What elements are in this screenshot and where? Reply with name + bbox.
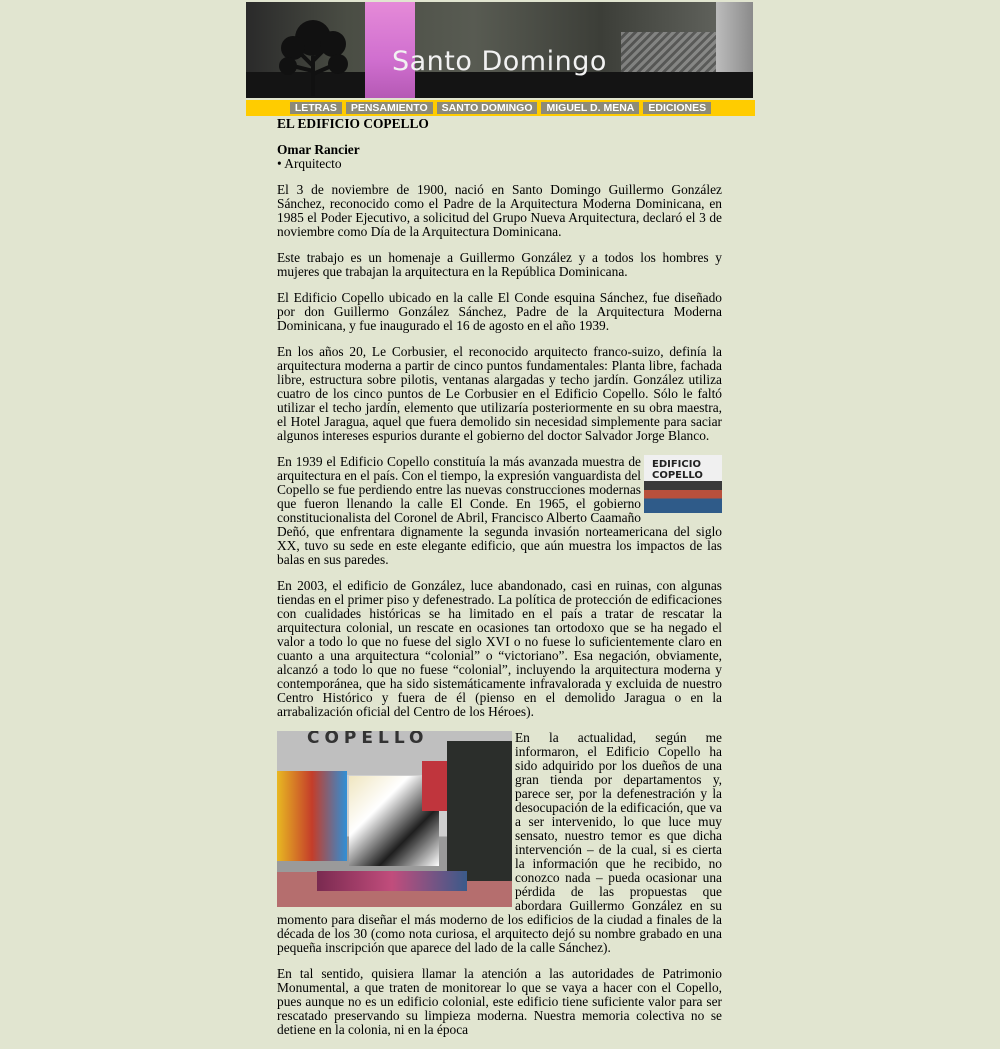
paragraph-6: En 2003, el edificio de González, luce abandonado, casi en ruinas, con algunas tiendas en el primer piso y defenestrado. La política de protección de edificaciones con cualidades históricas se ha limitado en el país a tratar de rescatar la arquitectura colonial, un rescate en ocasiones tan ortodoxo que se ha negado el valor a todo lo que no fuese del siglo XVI o no fuese lo suficientemente claro en cuanto a una arquitectura “colonial” o “victoriano”. Esa negación, obviamente, alcanzó a todo lo que no fuese “colonial”, incluyendo la arquitectura moderna y contemporánea, que ha sido sistemáticamente infravalorada y excluida de nuestro Centro Histórico y fuera de él (pienso en el demolido Jaragua o en la arrabalización oficial del Centro de los Héroes). xyxy=(277,578,722,719)
copello-street-art-photo xyxy=(277,731,512,907)
copello-sign-photo xyxy=(644,455,722,513)
nav-ediciones[interactable]: EDICIONES xyxy=(643,102,711,114)
nav-miguel-d-mena[interactable]: MIGUEL D. MENA xyxy=(541,102,639,114)
photo-tree-shadow xyxy=(447,741,512,881)
article-author: Omar Rancier xyxy=(277,142,360,157)
article-author-role: • Arquitecto xyxy=(277,156,342,171)
photo-rug xyxy=(317,871,467,891)
nav-santo-domingo[interactable]: SANTO DOMINGO xyxy=(437,102,538,114)
nav-pensamiento[interactable]: PENSAMIENTO xyxy=(346,102,433,114)
photo-building-sign: COPELLO xyxy=(307,731,429,748)
article-heading: EL EDIFICIO COPELLO xyxy=(277,116,429,131)
tree-silhouette-icon xyxy=(268,16,358,96)
photo-sign-text: EDIFICIO COPELLO xyxy=(652,459,703,481)
photo-painting-1 xyxy=(277,771,347,861)
banner-pillar-photo xyxy=(716,2,753,72)
nav-letras[interactable]: LETRAS xyxy=(290,102,342,114)
paragraph-8: En tal sentido, quisiera llamar la atención a las autoridades de Patrimonio Monumental, a que traten de monitorear lo que se vaya a hacer con el Copello, pues aunque no es un edificio colonial, este edificio tiene suficiente valor para ser rescatado preservando su limpieza moderna. Nuestra memoria colectiva no se detiene en la colonia, ni en la época xyxy=(277,966,722,1037)
paragraph-1: El 3 de noviembre de 1900, nació en Santo Domingo Guillermo González Sánchez, reconocido como el Padre de la Arquitectura Moderna Dominicana, en 1985 el Poder Ejecutivo, a solicitud del Grupo Nueva Arquitectura, declaró el 3 de noviembre como Día de la Arquitectura Dominicana. xyxy=(277,182,722,239)
header-banner xyxy=(246,2,753,98)
paragraph-2: Este trabajo es un homenaje a Guillermo González y a todos los hombres y mujeres que trabajan la arquitectura en la República Dominicana. xyxy=(277,250,722,279)
article-body xyxy=(277,117,722,1049)
banner-building-photo xyxy=(621,32,716,72)
paragraph-5: En 1939 el Edificio Copello constituía la más avanzada muestra de arquitectura en el país. Con el tiempo, la expresión vanguardista del Copello se fue perdiendo entre las nuevas construcciones modernas que fueron llenando la calle El Conde. En 1965, el gobierno constitucionalista del Coronel de Abril, Francisco Alberto Caamaño Deñó, que enfrentara dignamente la segunda invasión norteamericana del siglo XX, tuvo su sede en este elegante edificio, que aún muestra los impactos de las balas en sus paredes. xyxy=(277,454,722,567)
banner-title: Santo Domingo xyxy=(392,46,607,77)
paragraph-7: En la actualidad, según me informaron, el Edificio Copello ha sido adquirido por los dueños de una gran tienda por departamentos y, parece ser, por la defenestración y la desocupación de la edificación, que va a ser intervenido, lo que luce muy sensato, nuestro temor es que dicha intervención – de la cual, si es cierta la información que he recibido, no conozco nada – pueda ocasionar una pérdida de las propuestas que abordara Guillermo González en su momento para diseñar el más moderno de los edificios de la ciudad a finales de la década de los 30 (como nota curiosa, el arquitecto dejó su nombre grabado en una pequeña inscripción que aparece del lado de la calle Sánchez). xyxy=(277,730,722,955)
nav-bar xyxy=(246,100,755,116)
paragraph-4: En los años 20, Le Corbusier, el reconocido arquitecto franco-suizo, definía la arquitectura moderna a partir de cinco puntos fundamentales: Planta libre, fachada libre, estructura sobre pilotis, ventanas alargadas y techo jardín. González utiliza cuatro de los cinco puntos de Le Corbusier en el Edificio Copello. Sólo le faltó utilizar el techo jardín, elemento que utilizaría posteriormente en su obra maestra, el Hotel Jaragua, aquel que fuera demolido sin necesidad simplemente para saciar algunos intereses espurios durante el gobierno del doctor Salvador Jorge Blanco. xyxy=(277,344,722,443)
paragraph-3: El Edificio Copello ubicado en la calle El Conde esquina Sánchez, fue diseñado por don Guillermo González Sánchez, Padre de la Arquitectura Moderna Dominicana, y fue inaugurado el 16 de agosto en el año 1939. xyxy=(277,290,722,333)
